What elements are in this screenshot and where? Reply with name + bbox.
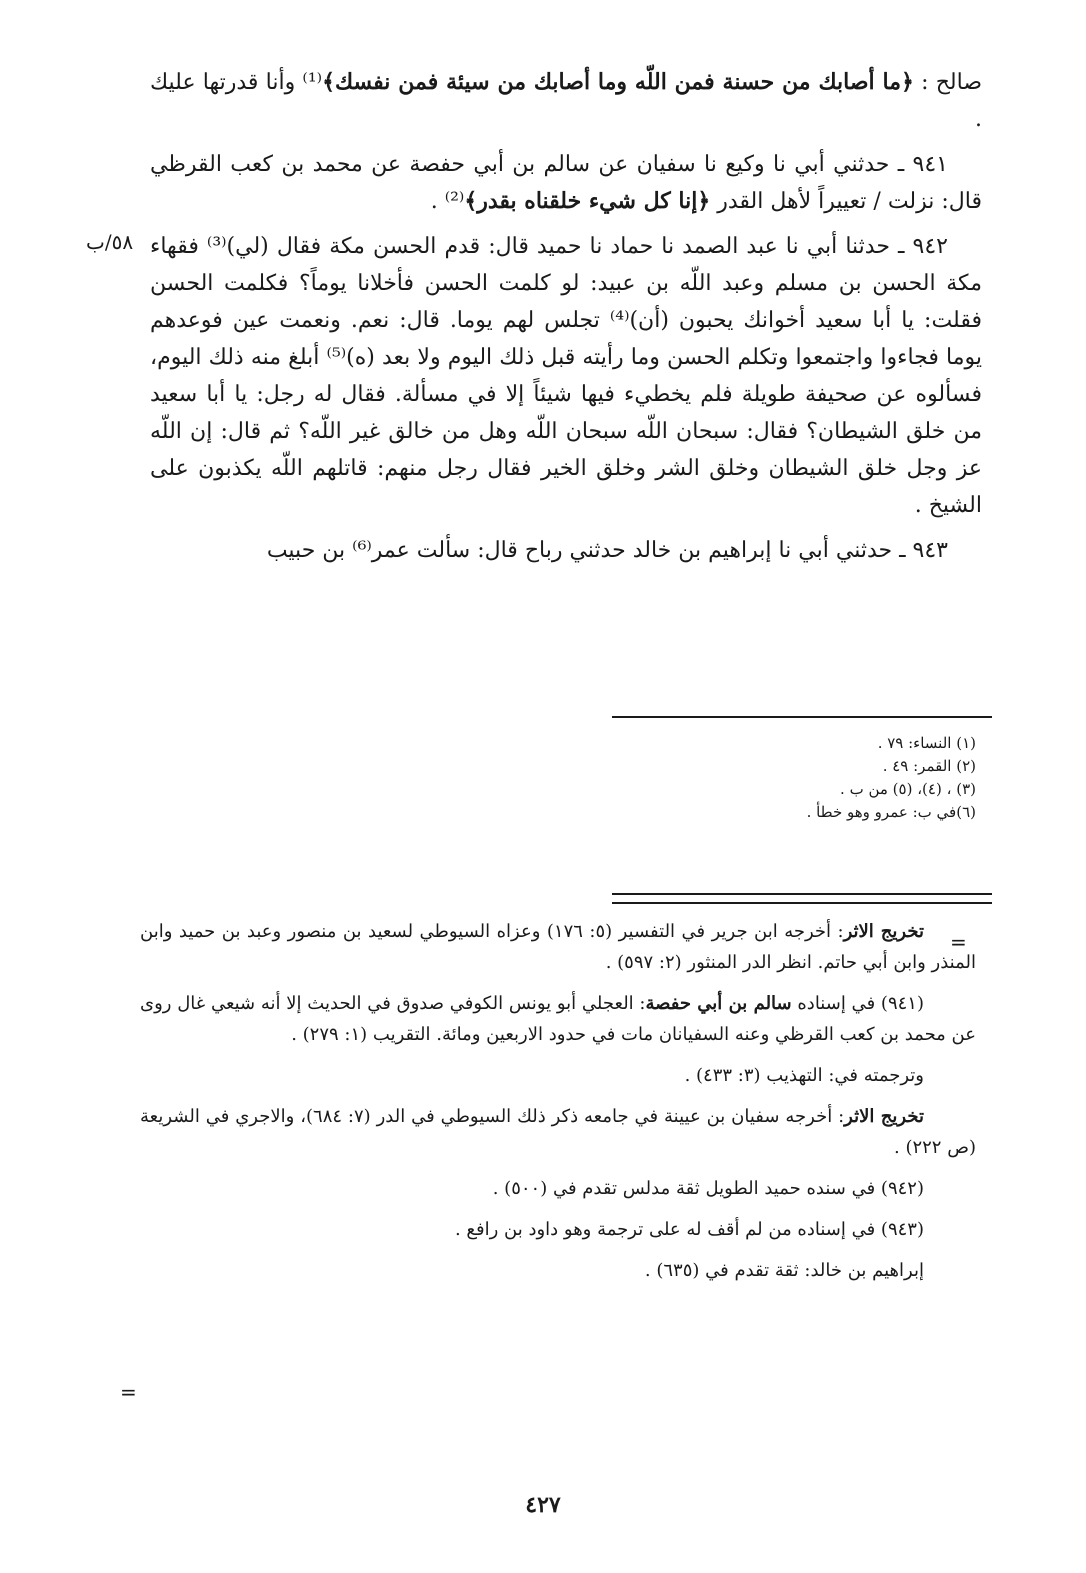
editor-notes [140,916,976,1296]
main-text-block [150,64,982,577]
continuation-mark-bottom: = [120,1380,137,1404]
notes-double-separator [612,893,992,904]
paragraph-941 [150,146,982,220]
quran-quote: ﴿إنا كل شيء خلقناه بقدر﴾ [464,188,711,214]
note-943: (٩٤٣) في إسناده من لم أقف له على ترجمة وهو داود بن رافع . [454,1219,924,1240]
paragraph-942: ٩٤٢ ـ حدثنا أبي نا عبد الصمد نا حماد نا حميد قال: قدم الحسن مكة فقال (لي)⁽³⁾ فقهاء مكة الحسن بن مسلم وعبد اللّه بن عبيد: لو كلمت الحسن فأخلانا يوماً؟ فكلمت الحسن فقلت: يا أبا سعيد أخوانك يحبون (أن)⁽⁴⁾ تجلس لهم يوما. قال: نعم. ونعمت عين فوعدهم يوما فجاءوا واجتمعوا وتكلم الحسن وما رأيته قبل ذلك اليوم ولا بعد (ه)⁽⁵⁾ أبلغ منه ذلك اليوم، فسألوه عن صحيفة طويلة فلم يخطيء فيها شيئاً إلا في مسألة. فقال له رجل: يا أبا سعيد من خلق الشيطان؟ فقال: سبحان اللّه سبحان اللّه وهل من خالق غير اللّه؟ ثم قال: إن اللّه عز وجل خلق الشيطان وخلق الشر وخلق الخير فقال رجل منهم: قاتلهم اللّه يكذبون على الشيخ . [150,234,983,518]
note-text: : أخرجه سفيان بن عيينة في جامعه ذكر ذلك السيوطي في الدر (٧: ٦٨٤)، والاجري في الشريعة (ص ٢٢٢) . [140,1106,976,1158]
footnotes [600,732,976,824]
note-942: (٩٤٢) في سنده حميد الطويل ثقة مدلس تقدم في (٥٠٠) . [492,1178,924,1199]
text-run: ٩٤١ ـ حدثني أبي نا وكيع نا سفيان عن سالم بن أبي حفصة عن محمد بن كعب القرظي قال: نزلت / تعييراً لأهل القدر [150,152,982,214]
manuscript-folio-marker: ٥٨/ب [86,230,134,254]
note-label: تخريج الاثر [843,921,924,942]
footnote-2: (٢) القمر: ٤٩ . [882,757,976,775]
note-label: تخريج الاثر [844,1106,924,1127]
text-run: ⁽²⁾ . [430,189,465,214]
paragraph-943: ٩٤٣ ـ حدثني أبي نا إبراهيم بن خالد حدثني رباح قال: سألت عمر⁽⁶⁾ بن حبيب [266,538,948,563]
page-number: ٤٢٧ [525,1492,561,1518]
narrator-name: سالم بن أبي حفصة [645,993,792,1014]
note-takhrij-1 [140,916,976,978]
footnote-1: (١) النساء: ٧٩ . [877,734,976,752]
note-tahdhib: وترجمته في: التهذيب (٣: ٤٣٣) . [684,1065,924,1086]
continuation-mark-top: = [950,930,967,954]
text-run: صالح : [913,70,983,95]
note-text: : أخرجه ابن جرير في التفسير (٥: ١٧٦) وعزاه السيوطي لسعيد بن منصور وعبد بن حميد وابن المنذر وابن أبي حاتم. انظر الدر المنثور (٢: ٥٩٧) . [140,921,976,973]
note-941 [140,988,976,1050]
footnote-3: (٣) ، (٤)، (٥) من ب . [840,780,976,798]
text-run: ⁽¹⁾ وأنا قدرتها عليك . [150,70,982,132]
footnote-separator [612,716,992,718]
note-text: : العجلي أبو يونس الكوفي صدوق في الحديث إلا أنه شيعي غال روى عن محمد بن كعب القرظي وعنه السفيانان مات في حدود الاربعين ومائة. التقريب (١: ٢٧٩) . [140,993,976,1045]
note-text: (٩٤١) في إسناده [791,993,924,1014]
note-takhrij-2 [140,1101,976,1163]
note-ibrahim: إبراهيم بن خالد: ثقة تقدم في (٦٣٥) . [644,1260,924,1281]
footnote-4: (٦)في ب: عمرو وهو خطأ . [806,803,976,821]
quran-quote: ﴿ما أصابك من حسنة فمن اللّه وما أصابك من سيئة فمن نفسك﴾ [322,69,914,95]
paragraph-continuation [150,64,982,138]
